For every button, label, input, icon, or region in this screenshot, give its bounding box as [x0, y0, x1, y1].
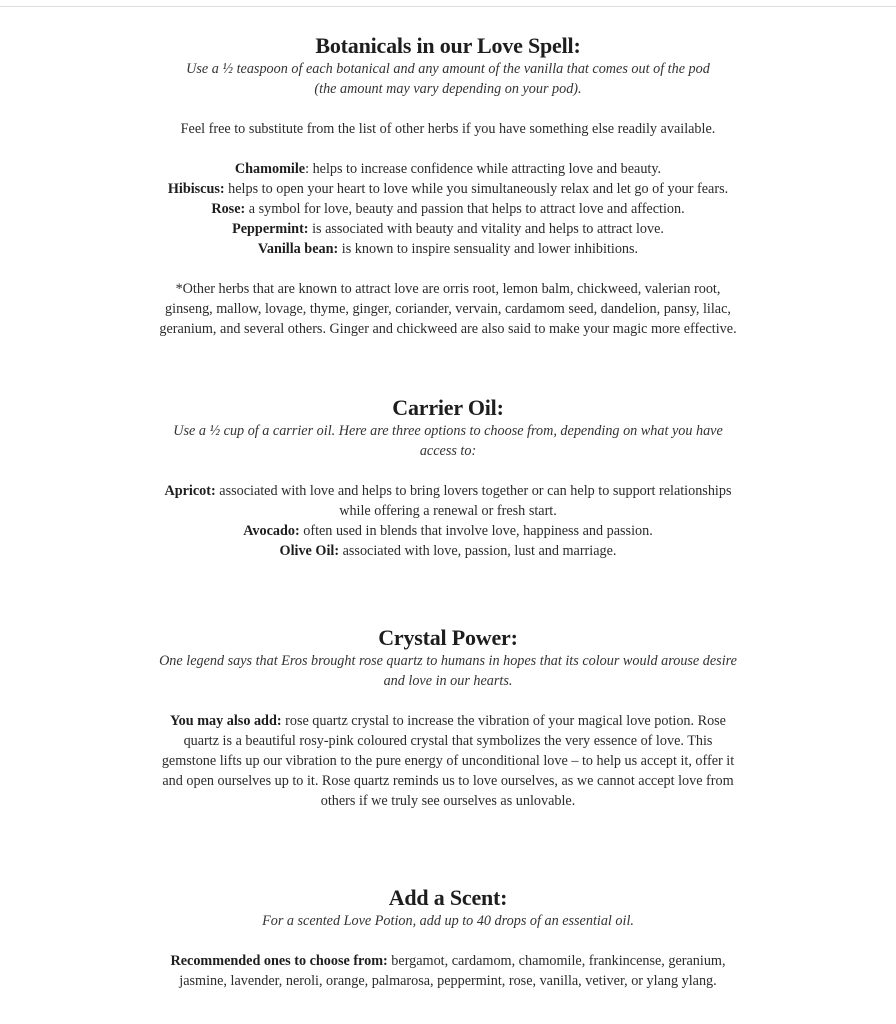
botanical-desc: is known to inspire sensuality and lower inhibitions.	[338, 241, 639, 257]
crystal-title: Crystal Power:	[378, 625, 518, 650]
botanical-desc: a symbol for love, beauty and passion that helps to attract love and affection.	[245, 201, 685, 217]
other-herbs-line1: *Other herbs that are known to attract love are orris root, lemon balm, chickweed, valerian root,	[175, 281, 721, 297]
botanical-desc: : helps to increase confidence while attracting love and beauty.	[305, 161, 662, 177]
carrier-oil-subtitle-line1: Use a ½ cup of a carrier oil. Here are three options to choose from, depending on what you have	[173, 423, 723, 439]
crystal-section	[110, 625, 786, 811]
botanical-item-peppermint	[110, 219, 786, 239]
scent-list-start: bergamot, cardamom, chamomile, frankincense, geranium,	[387, 953, 726, 969]
botanical-name: Peppermint:	[232, 221, 309, 237]
crystal-body-line1	[110, 711, 786, 731]
botanicals-section	[110, 33, 786, 339]
other-herbs-line3: geranium, and several others. Ginger and chickweed are also said to make your magic more effective.	[159, 321, 737, 337]
carrier-name: Olive Oil:	[279, 543, 340, 559]
botanical-desc: helps to open your heart to love while you simultaneously relax and let go of your fears.	[224, 181, 729, 197]
scent-list-line2: jasmine, lavender, neroli, orange, palmarosa, peppermint, rose, vanilla, vetiver, or ylang ylang.	[179, 973, 717, 989]
botanical-name: Vanilla bean:	[257, 241, 339, 257]
crystal-body-line3: gemstone lifts up our vibration to the pure energy of unconditional love – to help us accept it, offer it	[161, 753, 735, 769]
botanical-item-hibiscus	[110, 179, 786, 199]
crystal-body-line5: others if we truly see ourselves as unlovable.	[320, 793, 576, 809]
carrier-desc: often used in blends that involve love, happiness and passion.	[299, 523, 653, 539]
scent-subtitle: For a scented Love Potion, add up to 40 drops of an essential oil.	[262, 913, 634, 929]
botanical-item-chamomile	[110, 159, 786, 179]
botanical-name: Chamomile	[234, 161, 306, 177]
botanicals-title: Botanicals in our Love Spell:	[315, 33, 581, 58]
botanicals-subtitle-line2: (the amount may vary depending on your pod).	[314, 81, 582, 97]
crystal-subtitle-line2: and love in our hearts.	[383, 673, 513, 689]
carrier-name: Avocado:	[243, 523, 300, 539]
carrier-name: Apricot:	[164, 483, 216, 499]
scent-title: Add a Scent:	[388, 885, 508, 910]
carrier-item-olive	[110, 541, 786, 561]
crystal-subtitle-line1: One legend says that Eros brought rose quartz to humans in hopes that its colour would arouse desire	[159, 653, 737, 669]
carrier-oil-section	[110, 395, 786, 561]
botanical-desc: is associated with beauty and vitality and helps to attract love.	[308, 221, 664, 237]
carrier-oil-subtitle-line2: access to:	[419, 443, 477, 459]
scent-label: Recommended ones to choose from:	[170, 953, 388, 969]
botanical-name: Hibiscus:	[167, 181, 225, 197]
carrier-item-avocado	[110, 521, 786, 541]
carrier-desc: associated with love and helps to bring lovers together or can help to support relationships	[215, 483, 732, 499]
scent-list-line1	[110, 951, 786, 971]
carrier-oil-title: Carrier Oil:	[392, 395, 504, 420]
crystal-body-start: rose quartz crystal to increase the vibration of your magical love potion. Rose	[281, 713, 726, 729]
carrier-item-apricot-cont: while offering a renewal or fresh start.	[339, 503, 557, 519]
botanical-item-vanilla	[110, 239, 786, 259]
botanical-item-rose	[110, 199, 786, 219]
scent-section	[110, 885, 786, 991]
other-herbs-line2: ginseng, mallow, lovage, thyme, ginger, coriander, vervain, cardamom seed, dandelion, pansy, lilac,	[165, 301, 731, 317]
substitute-note: Feel free to substitute from the list of other herbs if you have something else readily available.	[180, 121, 716, 137]
botanical-name: Rose:	[211, 201, 246, 217]
crystal-body-line2: quartz is a beautiful rosy-pink coloured crystal that symbolizes the very essence of love. This	[183, 733, 713, 749]
crystal-body-line4: and open ourselves up to it. Rose quartz reminds us to love ourselves, as we cannot accept love from	[162, 773, 734, 789]
carrier-desc: associated with love, passion, lust and marriage.	[339, 543, 617, 559]
botanicals-subtitle-line1: Use a ½ teaspoon of each botanical and any amount of the vanilla that comes out of the pod	[186, 61, 710, 77]
carrier-item-apricot	[110, 481, 786, 501]
crystal-label: You may also add:	[170, 713, 282, 729]
